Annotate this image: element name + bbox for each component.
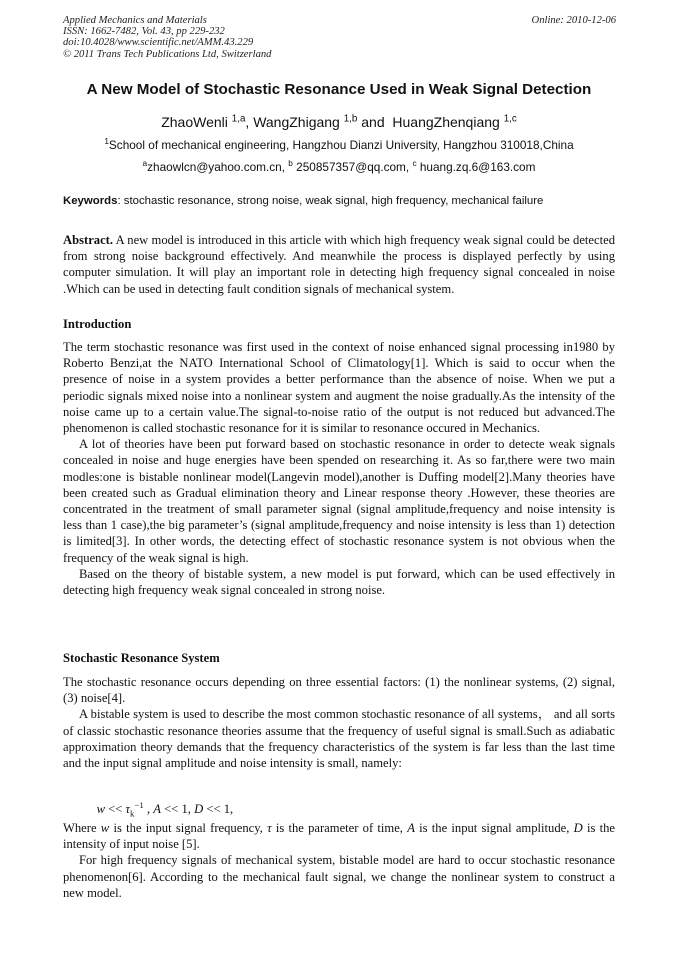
affiliation — [0, 138, 678, 152]
where-text-0: Where — [63, 821, 101, 835]
where-tau: τ — [267, 821, 272, 835]
author-1-affil: 1,a — [231, 113, 246, 125]
formula-comma: , — [143, 802, 154, 816]
journal-name: Applied Mechanics and Materials — [63, 15, 207, 26]
where-text-1: is the input signal frequency, — [109, 821, 268, 835]
introduction-heading: Introduction — [63, 317, 132, 331]
formula-tau: τ — [125, 802, 131, 816]
where-d: D — [573, 821, 583, 835]
where-w: w — [100, 821, 110, 835]
online-date: Online: 2010-12-06 — [531, 15, 616, 26]
formula-ll-3: << 1, — [203, 802, 234, 816]
formula-w: w — [96, 802, 105, 816]
abstract-label: Abstract. — [63, 233, 114, 247]
email-3: huang.zq.6@163.com — [416, 160, 536, 174]
sr-system-body — [63, 674, 615, 771]
affiliation-text: School of mechanical engineering, Hangzhou Dianzi University, Hangzhou 310018,China — [108, 138, 574, 152]
abstract-text: A new model is introduced in this article with which high frequency weak signal could be detected from strong noise background effectively. And meanwhile the process is displayed perfectly by using computer simulation. It will play an important role in detecting high frequency signal concealed in noise .Which can be used in detecting fault condition signals of mechanical system. — [63, 233, 615, 296]
sr-paragraph-1: The stochastic resonance occurs depending on three essential factors: (1) the nonlinear systems, (2) signal, (3) noise[4]. — [63, 675, 615, 706]
where-text-3: is the input signal amplitude, — [414, 821, 574, 835]
email-1: zhaowlcn@yahoo.com.cn, — [147, 160, 289, 174]
author-sep-1: , — [245, 114, 254, 130]
keywords-text: : stochastic resonance, strong noise, weak signal, high frequency, mechanical failure — [117, 195, 544, 207]
formula-tau-sup: −1 — [134, 799, 144, 810]
author-2: WangZhigang — [253, 114, 340, 130]
formula-ll-2: << 1, — [160, 802, 195, 816]
author-list — [0, 114, 678, 130]
intro-paragraph-2: A lot of theories have been put forward based on stochastic resonance in order to detecte weak signals concealed in noise and huge energies have been spended on researching it. As so far,there were two main modles:one is bistable nonlinear model(Langevin model),another is Duffing model[2].Many theories have been created such as Gradual elimination theory and Linear response theory .However, these theories are concentrated in the treatment of small parameter signal (signal amplitude,frequency and noise intensity is less than 1 case),the big parameter’s (signal amplitude,frequency and noise intensity is less than 1) detection is limited[3]. In other words, the detecting effect of stochastic resonance system is not obvious when the frequency of the weak signal is high. — [63, 437, 615, 565]
keywords — [63, 195, 616, 207]
author-3-affil: 1,c — [503, 113, 517, 125]
author-2-affil: 1,b — [343, 113, 358, 125]
email-mark-c: c — [412, 159, 417, 169]
author-3: HuangZhenqiang — [392, 114, 500, 130]
formula-ll-1: << — [105, 802, 126, 816]
where-text-2: is the parameter of time, — [271, 821, 408, 835]
journal-header — [63, 15, 616, 60]
sr-paragraph-2: A bistable system is used to describe the most common stochastic resonance of all systems， and all sorts of classic stochastic resonance theories assume that the frequency of useful signal is small.Such as adiabatic approximation theory demands that the frequency characteristics of the system is far less than the last time and the input signal amplitude and noise intensity is small, namely: — [63, 707, 615, 771]
formula-tau-sub: k — [130, 808, 135, 819]
paper-title: A New Model of Stochastic Resonance Used in Weak Signal Detection — [86, 81, 592, 98]
doi-line: doi:10.4028/www.scientific.net/AMM.43.229 — [63, 37, 254, 49]
introduction-body — [63, 339, 615, 598]
where-a: A — [407, 821, 415, 835]
intro-paragraph-3: Based on the theory of bistable system, a new model is put forward, which can be used effectively in detecting high frequency weak signal concealed in strong noise. — [63, 566, 615, 598]
abstract — [63, 232, 615, 297]
sr-paragraph-3: For high frequency signals of mechanical system, bistable model are hard to occur stochastic resonance phenomenon[6]. According to the mechanical fault signal, we change the nonlinear system to construct a new model. — [63, 853, 615, 900]
formula-d: D — [194, 802, 204, 816]
intro-paragraph-1: The term stochastic resonance was first used in the context of noise enhanced signal processing in1980 by Roberto Benzi,at the NATO International School of Climatology[1]. Which is said to occur when the presence of noise in a system provides a better performance than the absence of noise. When we put a periodic signals mixed noise into a nonlinear system and augment the noise gradually.As the intensity of the noise came up to a certain value.The signal-to-noise ratio of the output is not reduced but advanced.The phenomenon is called stochastic resonance for it is similar to resonance occured in Mechanics. — [63, 340, 615, 436]
copyright-line: © 2011 Trans Tech Publications Ltd, Switzerland — [63, 48, 272, 60]
issn-line: ISSN: 1662-7482, Vol. 43, pp 229-232 — [63, 26, 225, 38]
formula-a: A — [153, 802, 161, 816]
sr-system-body-2 — [63, 820, 615, 901]
sr-system-heading: Stochastic Resonance System — [63, 651, 220, 665]
author-emails — [0, 160, 678, 174]
where-text-4: is the intensity of input noise [5]. — [63, 821, 615, 852]
affiliation-mark: 1 — [104, 137, 109, 147]
author-1: ZhaoWenli — [161, 114, 228, 130]
keywords-label: Keywords — [63, 195, 118, 207]
email-2: 250857357@qq.com, — [292, 160, 413, 174]
where-paragraph — [63, 820, 615, 852]
author-sep-2: and — [357, 114, 389, 130]
email-mark-b: b — [288, 159, 293, 169]
email-mark-a: a — [142, 159, 148, 169]
